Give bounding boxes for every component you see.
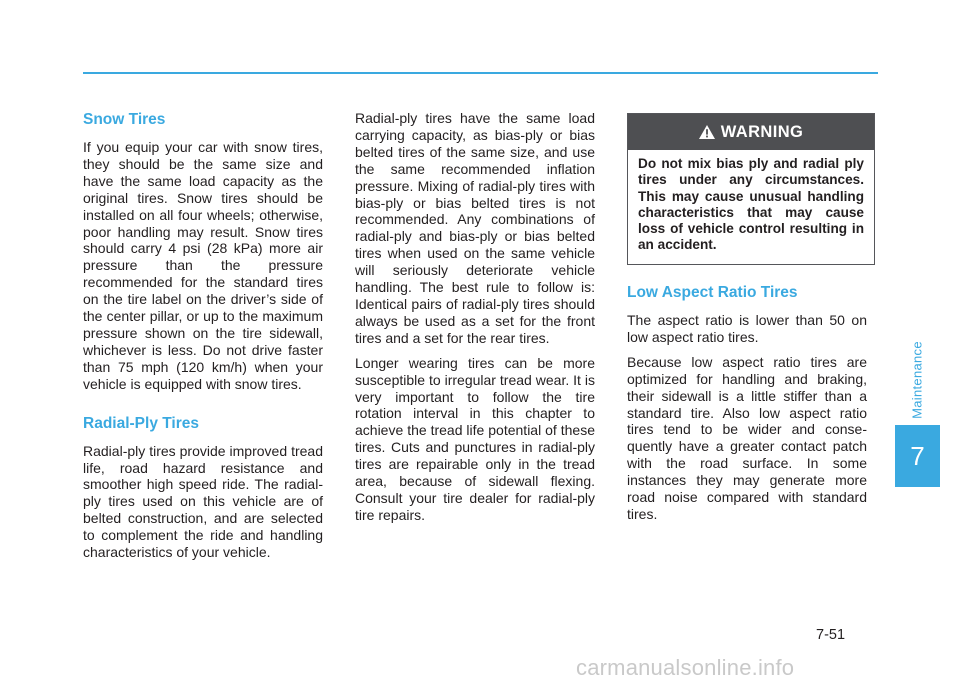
- page-number: 7-51: [816, 627, 846, 643]
- radial-ply-heading: Radial-Ply Tires: [83, 414, 200, 432]
- warning-triangle-icon: [699, 125, 715, 139]
- snow-tires-paragraph: If you equip your car with snow tires, they should be the same size and have the same load capacity as the original tires. Snow tires should be installed on all four wheels; otherwise, poor handling may result. Snow tires should carry 4 psi (28 kPa) more air pressure than the pressure recommended for the standard tires on the tire label on the driver’s side of the center pillar, or up to the maximum pressure shown on the tire sidewall, whichever is less. Do not drive faster than 75 mph (120 km/h) when your vehicle is equipped with snow tires.: [83, 139, 323, 392]
- radial-ply-paragraph-2: Radial-ply tires have the same load carrying capacity, as bias-ply or bias belted tires of the same size, and use the same recommended inflation pressure. Mixing of radial-ply tires with bias-ply or bias belted tires is not recommended. Any combinations of radial-ply and bias-ply or bias belted tires when used on the same vehicle will seriously deteriorate vehicle handling. The best rule to follow is: Identical pairs of radial-ply tires should always be used as a set for the front tires and a set for the rear tires.: [355, 110, 595, 346]
- chapter-label: Maintenance: [909, 341, 925, 419]
- header-rule: [83, 72, 878, 74]
- warning-box: [627, 113, 875, 265]
- chapter-number: 7: [910, 440, 925, 471]
- low-aspect-paragraph-1: The aspect ratio is lower than 50 on low aspect ratio tires.: [627, 312, 867, 345]
- warning-text: Do not mix bias ply and radial ply tires under any circumstances. This may cause unusual handling characteristics that may cause loss of vehicle control resulting in an accident.: [638, 156, 864, 253]
- low-aspect-heading: Low Aspect Ratio Tires: [627, 284, 798, 301]
- radial-ply-paragraph-1: Radial-ply tires provide improved tread life, road hazard resistance and smoother high speed ride. The radial-ply tires used on this vehicle are of belted construction, and are selected to complement the ride and handling characteristics of your vehicle.: [83, 442, 323, 561]
- watermark: carmanualsonline.info: [576, 655, 795, 680]
- column-2: [355, 110, 595, 532]
- column-1: [83, 110, 323, 569]
- radial-ply-paragraph-3: Longer wearing tires can be more susceptible to irregular tread wear. It is very important to follow the tire rotation interval in this chapter to achieve the tread life potential of these tires. Cuts and punctures in radial-ply tires are repairable only in the tread area, because of sidewall flexing. Consult your tire dealer for radial-ply tire repairs.: [355, 354, 595, 523]
- warning-title: WARNING: [720, 122, 804, 141]
- warning-header: [628, 114, 874, 150]
- chapter-tab: [895, 425, 940, 487]
- column-3: [627, 283, 867, 531]
- snow-tires-heading: Snow Tires: [83, 111, 166, 128]
- low-aspect-paragraph-2: Because low aspect ratio tires are optimized for handling and braking, their sidewall is a little stiffer than a standard tire. Also low aspect ratio tires tend to be wider and consequently have a greater contact patch with the road surface. In some instances they may generate more road noise compared with standard tires.: [627, 353, 867, 522]
